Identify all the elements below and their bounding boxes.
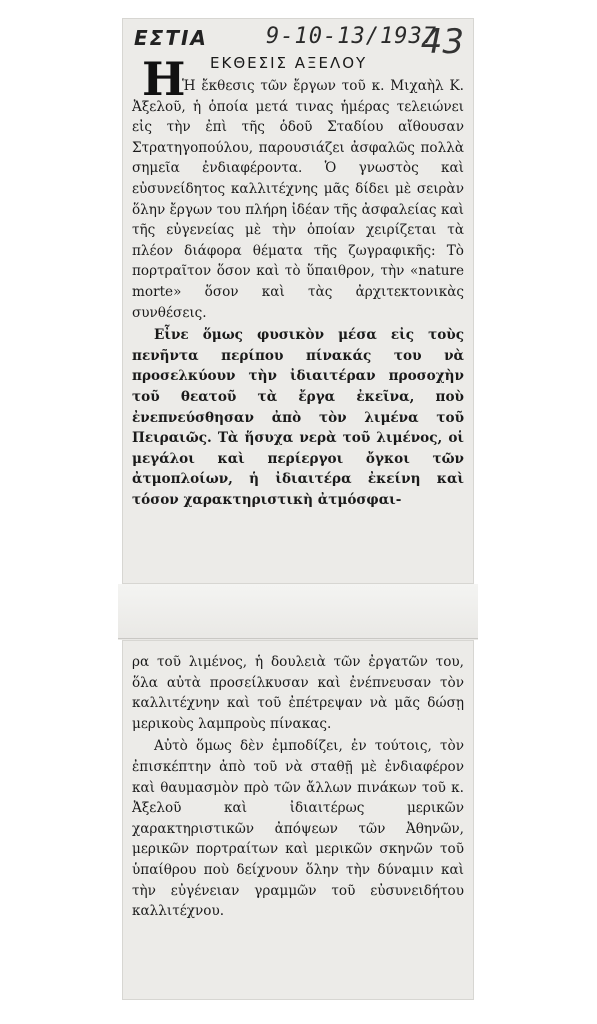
paragraph-1: Ἡ ἔκθεσις τῶν ἔργων τοῦ κ. Μιχαὴλ Κ. Ἀξελοῦ, ἡ ὁποία μετά τινας ἡμέρας τελειώνει εἰς τὴν ἐπὶ τῆς ὁδοῦ Σταδίου αἴθουσαν Στρατηγοπούλου, παρουσιάζει ἀσφαλῶς πολλὰ σημεῖα ἐνδιαφέροντα. Ὁ γνωστὸς καὶ εὐσυνείδητος καλλιτέχνης μᾶς δίδει μὲ σειρὰν ὅλην ἔργων του πλήρη ἰδέαν τῆς ἀσφαλείας καὶ τῆς εὐγενείας μὲ τὴν ὁποίαν χειρίζεται τὰ πλέον διάφορα θέματα τῆς ζωγραφικῆς: Τὸ πορτραῖτον ὅσον καὶ τὸ ὕπαιθρον, τὴν «nature morte» ὅσον καὶ τὰς ἀρχιτεκτονικὰς συνθέσεις. <box>132 78 464 321</box>
clipping-header <box>130 22 470 62</box>
clipping-fold-line <box>118 638 478 639</box>
newspaper-clipping-upper <box>122 18 474 584</box>
drop-cap-letter: Η <box>142 52 186 106</box>
handwritten-number: 43 <box>420 22 464 62</box>
newspaper-name: ΕΣΤΙΑ <box>134 26 208 50</box>
scan-gap <box>118 584 478 640</box>
article-body-upper <box>132 76 464 512</box>
handwritten-date: 9-10-13/1937 <box>266 24 437 49</box>
paragraph-2: Εἶνε ὅμως φυσικὸν μέσα εἰς τοὺς πενῆντα περίπου πίνακάς του νὰ προσελκύουν τὴν ἰδιαιτέραν προσοχὴν τοῦ θεατοῦ τὰ ἔργα ἐκεῖνα, ποὺ ἐνεπνεύσθησαν ἀπὸ τὸν λιμένα τοῦ Πειραιῶς. Τὰ ἥσυχα νερὰ τοῦ λιμένος, οἱ μεγάλοι καὶ περίεργοι ὄγκοι τῶν ἀτμοπλοίων, ἡ ἰδιαιτέρα ἐκείνη καὶ τόσον χαρακτηριστικὴ ἀτμόσφαι- <box>132 327 464 508</box>
article-title: ΕΚΘΕΣΙΣ ΑΞΕΛΟΥ <box>210 54 368 72</box>
paragraph-2-continued: ρα τοῦ λιμένος, ἡ δουλειὰ τῶν ἐργατῶν του, ὅλα αὐτὰ προσείλκυσαν καὶ ἐνέπνευσαν τὸν καλλιτέχνην καὶ τοῦ ἐπέτρεψαν νὰ μᾶς δώσῃ μερικοὺς λαμπροὺς πίνακας. <box>132 654 464 732</box>
paragraph-3: Αὐτὸ ὅμως δὲν ἐμποδίζει, ἐν τούτοις, τὸν ἐπισκέπτην ἀπὸ τοῦ νὰ σταθῇ μὲ ἐνδιαφέρον καὶ θαυμασμὸν πρὸ τῶν ἄλλων πινάκων τοῦ κ. Ἀξελοῦ καὶ ἰδιαιτέρως μερικῶν χαρακτηριστικῶν ἀπόψεων τῶν Ἀθηνῶν, μερικῶν πορτραίτων καὶ μερικῶν σκηνῶν τοῦ ὑπαίθρου ποὺ δείχνουν ὅλην τὴν δύναμιν καὶ τὴν εὐγένειαν γραμμῶν τοῦ εὐσυνειδήτου καλλιτέχνου. <box>132 738 464 920</box>
article-body-lower <box>132 652 464 924</box>
newspaper-clipping-lower <box>122 640 474 1000</box>
